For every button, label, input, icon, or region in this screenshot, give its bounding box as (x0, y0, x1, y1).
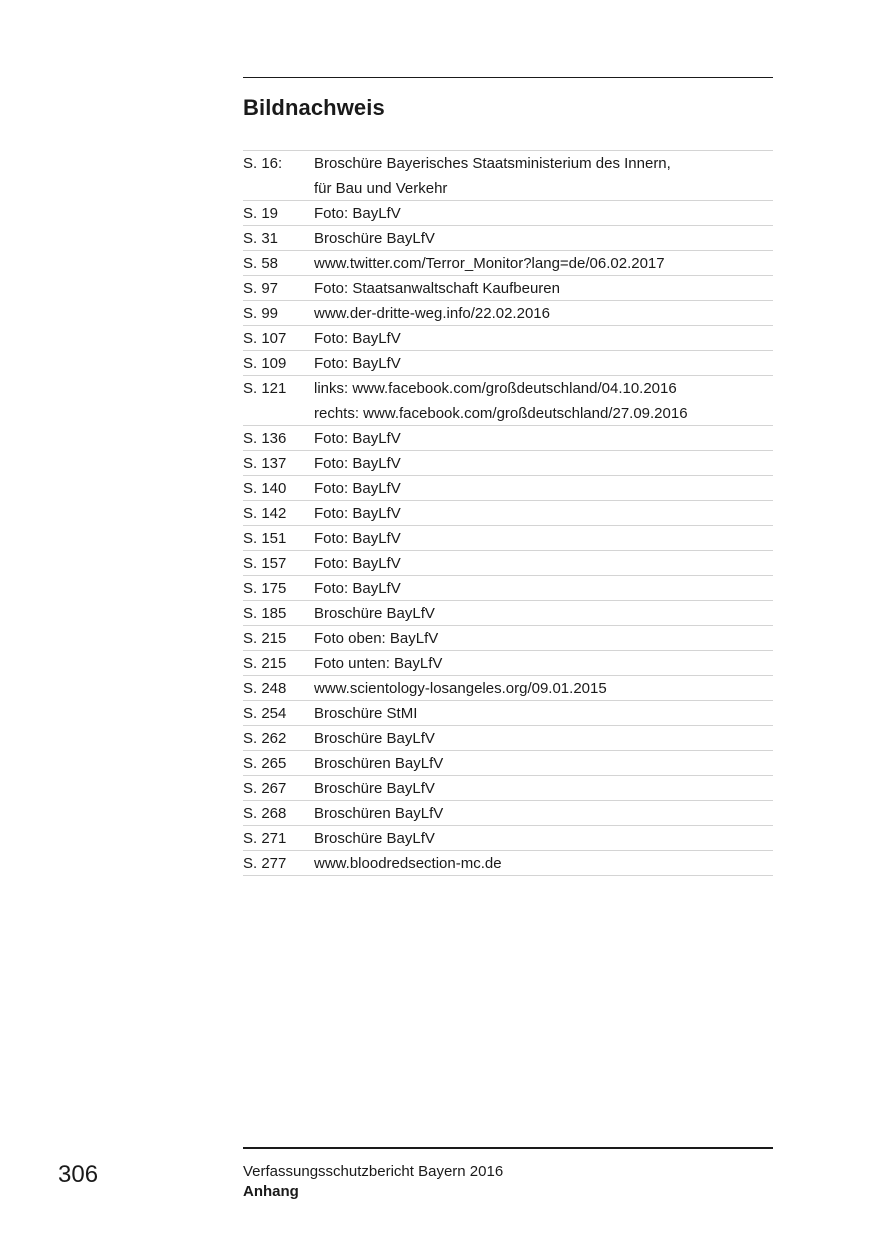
credit-page-reference: S. 142 (243, 505, 287, 522)
credit-source-line: www.der-dritte-weg.info/22.02.2016 (314, 305, 550, 322)
credit-source-line: Foto: BayLfV (314, 580, 401, 597)
credit-row (243, 276, 773, 301)
credit-page-reference: S. 185 (243, 605, 287, 622)
credit-page-reference: S. 19 (243, 205, 279, 222)
credit-source (314, 726, 773, 750)
credit-page-reference: S. 175 (243, 580, 287, 597)
credit-page-reference: S. 157 (243, 555, 287, 572)
credit-source (314, 526, 773, 550)
credit-row (243, 376, 773, 426)
credit-source-line: Foto: BayLfV (314, 430, 401, 447)
credit-page-reference: S. 151 (243, 530, 287, 547)
credit-source-line: Foto: BayLfV (314, 355, 401, 372)
credit-row (243, 851, 773, 876)
credit-page-reference: S. 262 (243, 730, 287, 747)
credit-page-reference: S. 268 (243, 805, 287, 822)
credit-page-reference: S. 215 (243, 630, 287, 647)
credit-source (314, 576, 773, 600)
header-rule (243, 77, 773, 78)
credit-row (243, 676, 773, 701)
footer-publication-title: Verfassungsschutzbericht Bayern 2016 (243, 1163, 504, 1180)
credit-source (314, 276, 773, 300)
credit-source (314, 151, 773, 200)
credit-row (243, 576, 773, 601)
credit-source-line: Broschüre BayLfV (314, 730, 435, 747)
credit-source-line: Broschüre Bayerisches Staatsministerium des Innern, (314, 155, 671, 172)
credit-page-reference: S. 254 (243, 705, 287, 722)
image-credits-table (243, 150, 773, 876)
credit-row (243, 651, 773, 676)
credit-row (243, 801, 773, 826)
credit-source-line: Foto: BayLfV (314, 455, 401, 472)
credit-row (243, 776, 773, 801)
credit-source (314, 501, 773, 525)
credit-source (314, 476, 773, 500)
credit-source (314, 801, 773, 825)
credit-row (243, 226, 773, 251)
credit-source-line: Foto: BayLfV (314, 555, 401, 572)
credit-row (243, 201, 773, 226)
credit-source-line: www.twitter.com/Terror_Monitor?lang=de/06.02.2017 (314, 255, 665, 272)
credit-source-line: Foto: BayLfV (314, 505, 401, 522)
credit-source-line: Broschüre BayLfV (314, 830, 435, 847)
credit-source-line: Foto oben: BayLfV (314, 630, 439, 647)
credit-source-line: Broschüren BayLfV (314, 805, 444, 822)
credit-source-line: www.scientology-losangeles.org/09.01.2015 (314, 680, 607, 697)
credit-source-line: Broschüre BayLfV (314, 780, 435, 797)
credit-page-reference: S. 277 (243, 855, 287, 872)
credit-row (243, 701, 773, 726)
credit-source (314, 226, 773, 250)
credit-row (243, 451, 773, 476)
credit-source-line: Foto unten: BayLfV (314, 655, 443, 672)
credit-source-line: Broschüren BayLfV (314, 755, 444, 772)
credit-source (314, 776, 773, 800)
credit-row (243, 251, 773, 276)
credit-source-line: Broschüre BayLfV (314, 605, 435, 622)
credit-page-reference: S. 109 (243, 355, 287, 372)
credit-page-reference: S. 31 (243, 230, 279, 247)
footer-section-title: Anhang (243, 1183, 299, 1200)
credit-source-line: www.bloodredsection-mc.de (314, 855, 502, 872)
credit-row (243, 626, 773, 651)
credit-row (243, 726, 773, 751)
credit-source (314, 676, 773, 700)
page-number: 306 (58, 1161, 99, 1188)
page-title: Bildnachweis (243, 95, 385, 120)
credit-source (314, 351, 773, 375)
credit-source (314, 251, 773, 275)
credit-row (243, 601, 773, 626)
credit-page-reference: S. 140 (243, 480, 287, 497)
credit-source (314, 826, 773, 850)
credit-row (243, 301, 773, 326)
credit-source (314, 451, 773, 475)
credit-source-line: für Bau und Verkehr (314, 180, 448, 197)
credit-source-line: Broschüre BayLfV (314, 230, 435, 247)
credit-row (243, 426, 773, 451)
credit-source-line: Foto: BayLfV (314, 330, 401, 347)
credit-source (314, 426, 773, 450)
credit-source (314, 851, 773, 875)
credit-page-reference: S. 99 (243, 305, 279, 322)
credit-row (243, 551, 773, 576)
credit-page-reference: S. 215 (243, 655, 287, 672)
credit-source (314, 751, 773, 775)
credit-row (243, 351, 773, 376)
credit-source (314, 326, 773, 350)
credit-source-line: rechts: www.facebook.com/großdeutschland/27.09.2016 (314, 405, 688, 422)
credit-page-reference: S. 16: (243, 155, 283, 172)
credit-source (314, 551, 773, 575)
credit-page-reference: S. 121 (243, 380, 287, 397)
credit-row (243, 751, 773, 776)
credit-page-reference: S. 97 (243, 280, 279, 297)
credit-row (243, 326, 773, 351)
credit-source-line: Foto: BayLfV (314, 530, 401, 547)
credit-source (314, 376, 773, 425)
credit-row (243, 526, 773, 551)
credit-source (314, 601, 773, 625)
credit-source (314, 301, 773, 325)
credit-source-line: Foto: Staatsanwaltschaft Kaufbeuren (314, 280, 560, 297)
credit-row (243, 501, 773, 526)
credit-source-line: links: www.facebook.com/großdeutschland/04.10.2016 (314, 380, 677, 397)
credit-row (243, 826, 773, 851)
credit-row (243, 151, 773, 201)
credit-source-line: Foto: BayLfV (314, 205, 401, 222)
credit-page-reference: S. 267 (243, 780, 287, 797)
credit-source (314, 201, 773, 225)
credit-source-line: Broschüre StMI (314, 705, 418, 722)
credit-source (314, 626, 773, 650)
footer-rule (243, 1147, 773, 1149)
credit-page-reference: S. 136 (243, 430, 287, 447)
credit-page-reference: S. 58 (243, 255, 279, 272)
credit-row (243, 476, 773, 501)
credit-source (314, 651, 773, 675)
credit-page-reference: S. 265 (243, 755, 287, 772)
credit-page-reference: S. 137 (243, 455, 287, 472)
credit-page-reference: S. 248 (243, 680, 287, 697)
credit-source (314, 701, 773, 725)
credit-source-line: Foto: BayLfV (314, 480, 401, 497)
credit-page-reference: S. 271 (243, 830, 287, 847)
credit-page-reference: S. 107 (243, 330, 287, 347)
